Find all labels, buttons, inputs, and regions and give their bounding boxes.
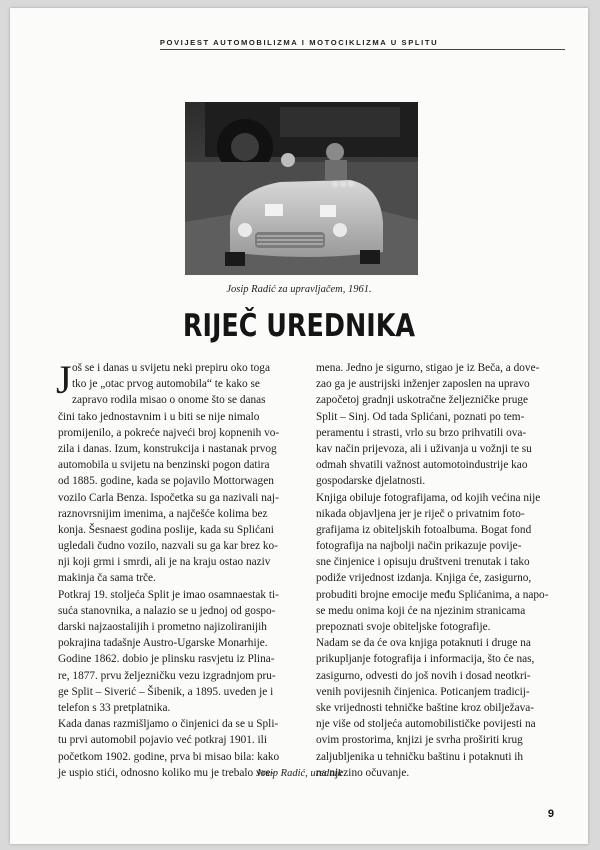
text-line: darski najzaostalijih i prometno najizoliranijih <box>58 621 267 633</box>
text-line: Nadam se da će ova knjiga potaknuti i druge na <box>316 637 531 650</box>
text-line: probuditi brojne emocije među Splićanima, a napo- <box>316 588 549 601</box>
editor-signature: Josip Radić, urednik <box>255 768 343 779</box>
text-line: tu prvi automobil pojavio već potkraj 1901. ili <box>58 734 267 747</box>
text-line: zapravo rodila misao o onome što se danas <box>72 394 266 407</box>
photo-child-in-toy-car <box>185 102 418 275</box>
text-line: kav način prijevoza, ali i uživanja u vožnji te su <box>316 442 532 455</box>
text-line: fotografija na najbolji način prikazuje povije- <box>316 540 522 553</box>
page-title: RIJEČ UREDNIKA <box>182 308 416 344</box>
right-text-column <box>316 360 555 781</box>
text-line: ske vrijednosti tehničke baštine kroz obilježava- <box>316 701 535 714</box>
text-line: započetoj gradnji uskotračne željezničke pruge <box>316 394 529 407</box>
text-line: gospodarske djelatnosti. <box>316 475 426 488</box>
text-line: od 1885. godine, kada se pojavilo Mottorwagen <box>58 475 274 488</box>
text-line: telefon s 33 pretplatnika. <box>58 701 171 714</box>
text-line: ovim prostorima, knjizi je svrha proširiti krug <box>316 734 523 747</box>
text-line: raznovrsnijim imenima, a najčešće kolima bez <box>58 507 268 520</box>
page-number: 9 <box>547 808 554 820</box>
text-line: zila i danas. Izum, konstrukcija i nastanak prvog <box>58 442 277 455</box>
text-line: zaljubljenika u tehničku baštinu i potaknuti ih <box>316 750 524 763</box>
text-line: venih povijesnih činjenica. Poticanjem tradicij- <box>316 685 530 698</box>
text-line: pokrajina tadašnje Austro-Ugarske Monarhije. <box>58 637 268 650</box>
text-line: nji koji grmi i smrdi, ali je na kraju ostao naziv <box>58 556 271 569</box>
text-line: zasigurno, odvesti do još novih i dosad neotkri- <box>316 669 531 682</box>
text-line: nje više od stoljeća automobilističke povijesti na <box>316 718 536 731</box>
text-line: početkom 1902. godine, prva bi misao bila: kako <box>58 750 280 763</box>
text-line: ge Split – Siverić – Šibenik, a 1895. uveden je i <box>58 685 274 698</box>
text-line: čini tako jednostavnim i u biti se nije nimalo <box>58 410 260 423</box>
text-line: mena. Jedno je sigurno, stigao je iz Beča, a dove- <box>316 362 540 374</box>
text-line: prikupljanje fotografija i informacija, što će nas, <box>316 653 535 666</box>
text-line: Kada danas razmišljamo o činjenici da se u Spli- <box>58 718 279 731</box>
text-line: oš se i danas u svijetu neki prepiru oko toga <box>72 362 270 374</box>
text-line: makinja ča sama trče. <box>58 572 156 585</box>
text-line: vozilo Carla Benza. Ispočetka su ga nazivali naj- <box>58 491 279 504</box>
text-line: re, 1877. prvu željezničku vezu izgradnjom pru- <box>58 669 276 682</box>
header-rule <box>160 49 565 50</box>
text-line: Potkraj 19. stoljeća Split je imao osamnaestak ti- <box>58 588 279 601</box>
text-line: je uspio stići, odnosno koliko mu je trebalo vre- <box>58 766 275 779</box>
text-line: konja. Šesnaest godina poslije, kada su Splićani <box>58 523 274 536</box>
photo-caption: Josip Radić za upravljačem, 1961. <box>226 284 372 295</box>
text-line: grafijama iz obiteljskih fotoalbuma. Bogat fond <box>316 523 532 536</box>
text-line: Godine 1862. dobio je plinsku rasvjetu iz Plina- <box>58 653 275 666</box>
text-line: ugledali čudno vozilo, nazvali su ga kar brez ko- <box>58 540 278 553</box>
text-line: nikada objavljena jer je riječ o privatnim foto- <box>316 507 525 520</box>
text-line: na njezino očuvanje. <box>316 766 410 779</box>
left-text-column <box>56 357 297 781</box>
text-line: Split – Sinj. Od tada Splićani, poznati po tem- <box>316 410 525 423</box>
historical-photo <box>185 102 418 275</box>
text-line: peramentu i strasti, vrlo su brzo prihvatili ova- <box>316 426 527 439</box>
text-line: podiže vrijednost izdanja. Knjiga će, zasigurno, <box>316 572 532 585</box>
text-line: sne činjenice i opisuju društveni trenutak i tako <box>316 556 530 569</box>
text-line: suća stanovnika, a nalazio se u jednoj od gospo- <box>58 604 276 617</box>
text-line: zao ga je austrijski inženjer zaposlen na upravo <box>316 378 530 391</box>
running-head: POVIJEST AUTOMOBILIZMA I MOTOCIKLIZMA U SPLITU <box>159 38 439 47</box>
text-line: Knjiga obiluje fotografijama, od kojih većina nije <box>316 491 541 504</box>
text-line: se medu onima koji će na njezinim stranicama <box>316 604 526 617</box>
book-page <box>10 8 588 844</box>
text-line: prepoznati svoje obiteljske fotografije. <box>316 621 491 633</box>
text-line: tko je „otac prvog automobila“ te kako se <box>72 378 260 391</box>
drop-cap: J <box>56 357 72 402</box>
text-line: odmah shvatili važnost automotoindustrije kao <box>316 459 528 472</box>
text-line: automobila u svijetu na benzinski pogon datira <box>58 459 270 472</box>
text-line: promijenilo, a pokreće najveći broj kopnenih vo- <box>58 426 280 439</box>
